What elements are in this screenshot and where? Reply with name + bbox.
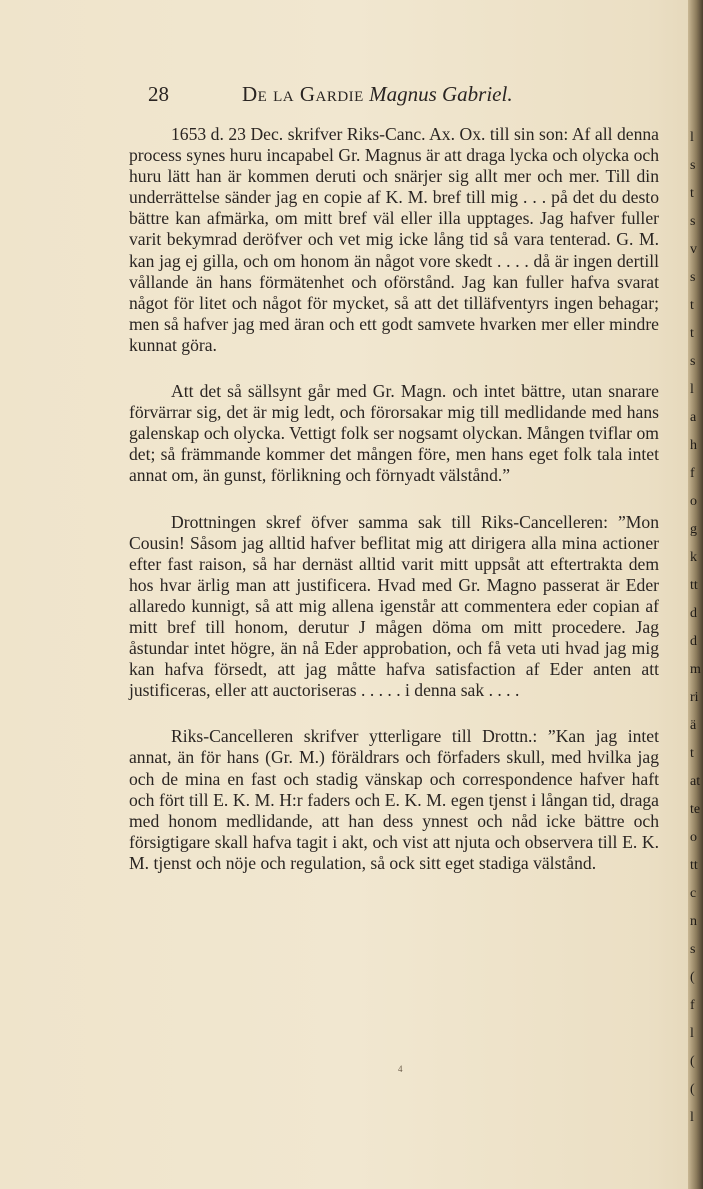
adjacent-page-letter: l xyxy=(690,382,694,397)
adjacent-page-letter: h xyxy=(690,438,697,453)
adjacent-page-letter: g xyxy=(690,522,697,537)
adjacent-page-letter: s xyxy=(690,354,696,369)
running-head-given-name: Magnus Gabriel. xyxy=(369,82,513,106)
adjacent-page-letter: ri xyxy=(690,690,699,705)
adjacent-page-letter: d xyxy=(690,634,697,649)
adjacent-page-letter: l xyxy=(690,1110,694,1125)
adjacent-page-letter: f xyxy=(690,998,695,1013)
adjacent-page-letter: c xyxy=(690,886,697,901)
paragraph-4: Riks-Cancelleren skrifver ytterligare till Drottn.: ”Kan jag intet annat, än för hans (Gr. M.) föräldrars och förfaders skull, med hvilka jag och de mina en fast och stadig vänskap och correspondence hafver haft och fört till E. K. M. H:r faders och E. K. M. egen tjenst i långan tid, draga med honom medlidande, att han dess ynnest och nåd icke bättre och försigtigare skall hafva tagit i akt, och vist att njuta och observera till E. K. M. tjenst och nöje och regulation, så ock sitt eget stadiga välstånd. xyxy=(129,726,659,873)
running-head-name: De la Gardie xyxy=(242,82,364,106)
adjacent-page-letter: s xyxy=(690,942,696,957)
adjacent-page-letter: f xyxy=(690,466,695,481)
adjacent-page-letter: ä xyxy=(690,718,697,733)
adjacent-page-letter: s xyxy=(690,214,696,229)
adjacent-page-letter: k xyxy=(690,550,697,565)
adjacent-page-letter: ( xyxy=(690,1054,695,1069)
folio-mark: 4 xyxy=(398,1064,403,1074)
adjacent-page-letter: t xyxy=(690,186,694,201)
adjacent-page-letter: d xyxy=(690,606,697,621)
adjacent-page-letter: s xyxy=(690,270,696,285)
page-header xyxy=(148,82,628,112)
adjacent-page-letter: tt xyxy=(690,578,698,593)
adjacent-page-letter: s xyxy=(690,158,696,173)
adjacent-page-letter: t xyxy=(690,298,694,313)
adjacent-page-letter: t xyxy=(690,746,694,761)
page-number: 28 xyxy=(148,82,169,106)
adjacent-page-letter: o xyxy=(690,830,697,845)
adjacent-page-letter: ( xyxy=(690,1082,695,1097)
adjacent-page-letter: te xyxy=(690,802,701,817)
adjacent-page-letter: m xyxy=(690,662,701,677)
paragraph-3: Drottningen skref öfver samma sak till Riks-Cancelleren: ”Mon Cousin! Såsom jag alltid hafver beflitat mig att dirigera alla mina actioner efter fast raison, så har dernäst alltid varit mitt uppsåt att eftertrakta dem hos hvar ärlig man att justificera. Hvad med Gr. Magno passerat är Eder allaredo kunnigt, så att mig allena igenstår att commentera eder copian af mitt bref till honom, derutur J mågen döma om mitt procedere. Jag åstundar intet högre, än nå Eder approbation, och få veta uti hvad jag mig kan hafva försedt, att jag måtte hafva satisfaction af Eder anten att justificeras, eller att auctoriseras . . . . . i denna sak . . . . xyxy=(129,511,659,701)
running-head xyxy=(242,82,513,107)
adjacent-page-letter: at xyxy=(690,774,701,789)
adjacent-page-letter: t xyxy=(690,326,694,341)
adjacent-page-letter: o xyxy=(690,494,697,509)
adjacent-page-letter: l xyxy=(690,130,694,145)
paragraph-1: 1653 d. 23 Dec. skrifver Riks-Canc. Ax. Ox. till sin son: Af all denna process synes huru incapabel Gr. Magnus är att draga lycka och olycka och huru lätt han är kommen deruti och snärjer sig allt mer och mer. Till din underrättelse sänder jag en copie af K. M. bref till mig . . . på det du desto bättre kan afmärka, om mitt bref väl eller illa upptages. Jag hafver fuller varit bekymrad deröfver och vet mig icke lång tid så vara tenterad. G. M. kan jag ej gilla, och om honom än något vore skedt . . . . då är ingen dertill vållande än hans förmätenhet och oförstånd. Jag kan fuller hafva svarat något för litet och något för mycket, så att det tilläfventyrs ingen behagar; men så hafver jag med äran och ett godt samvete hvarken mer eller mindre kunnat göra. xyxy=(129,124,659,355)
adjacent-page-letters xyxy=(690,130,702,1126)
adjacent-page-letter: ( xyxy=(690,970,695,985)
adjacent-page-letter: l xyxy=(690,1026,694,1041)
paragraph-2: Att det så sällsynt går med Gr. Magn. och intet bättre, utan snarare förvärrar sig, det är mig ledt, och förorsakar mig till medlidande med hans galenskap och olycka. Vettigt folk ser nogsamt olyckan. Mången tviflar om det; så främmande kommer det mången före, men hans eget folk tala intet annat om, än gunst, förlikning och förnyadt välstånd.” xyxy=(129,381,659,486)
body-text xyxy=(129,124,659,899)
adjacent-page-letter: n xyxy=(690,914,697,929)
adjacent-page-letter: a xyxy=(690,410,697,425)
adjacent-page-letter: v xyxy=(690,242,697,257)
adjacent-page-letter: tt xyxy=(690,858,698,873)
